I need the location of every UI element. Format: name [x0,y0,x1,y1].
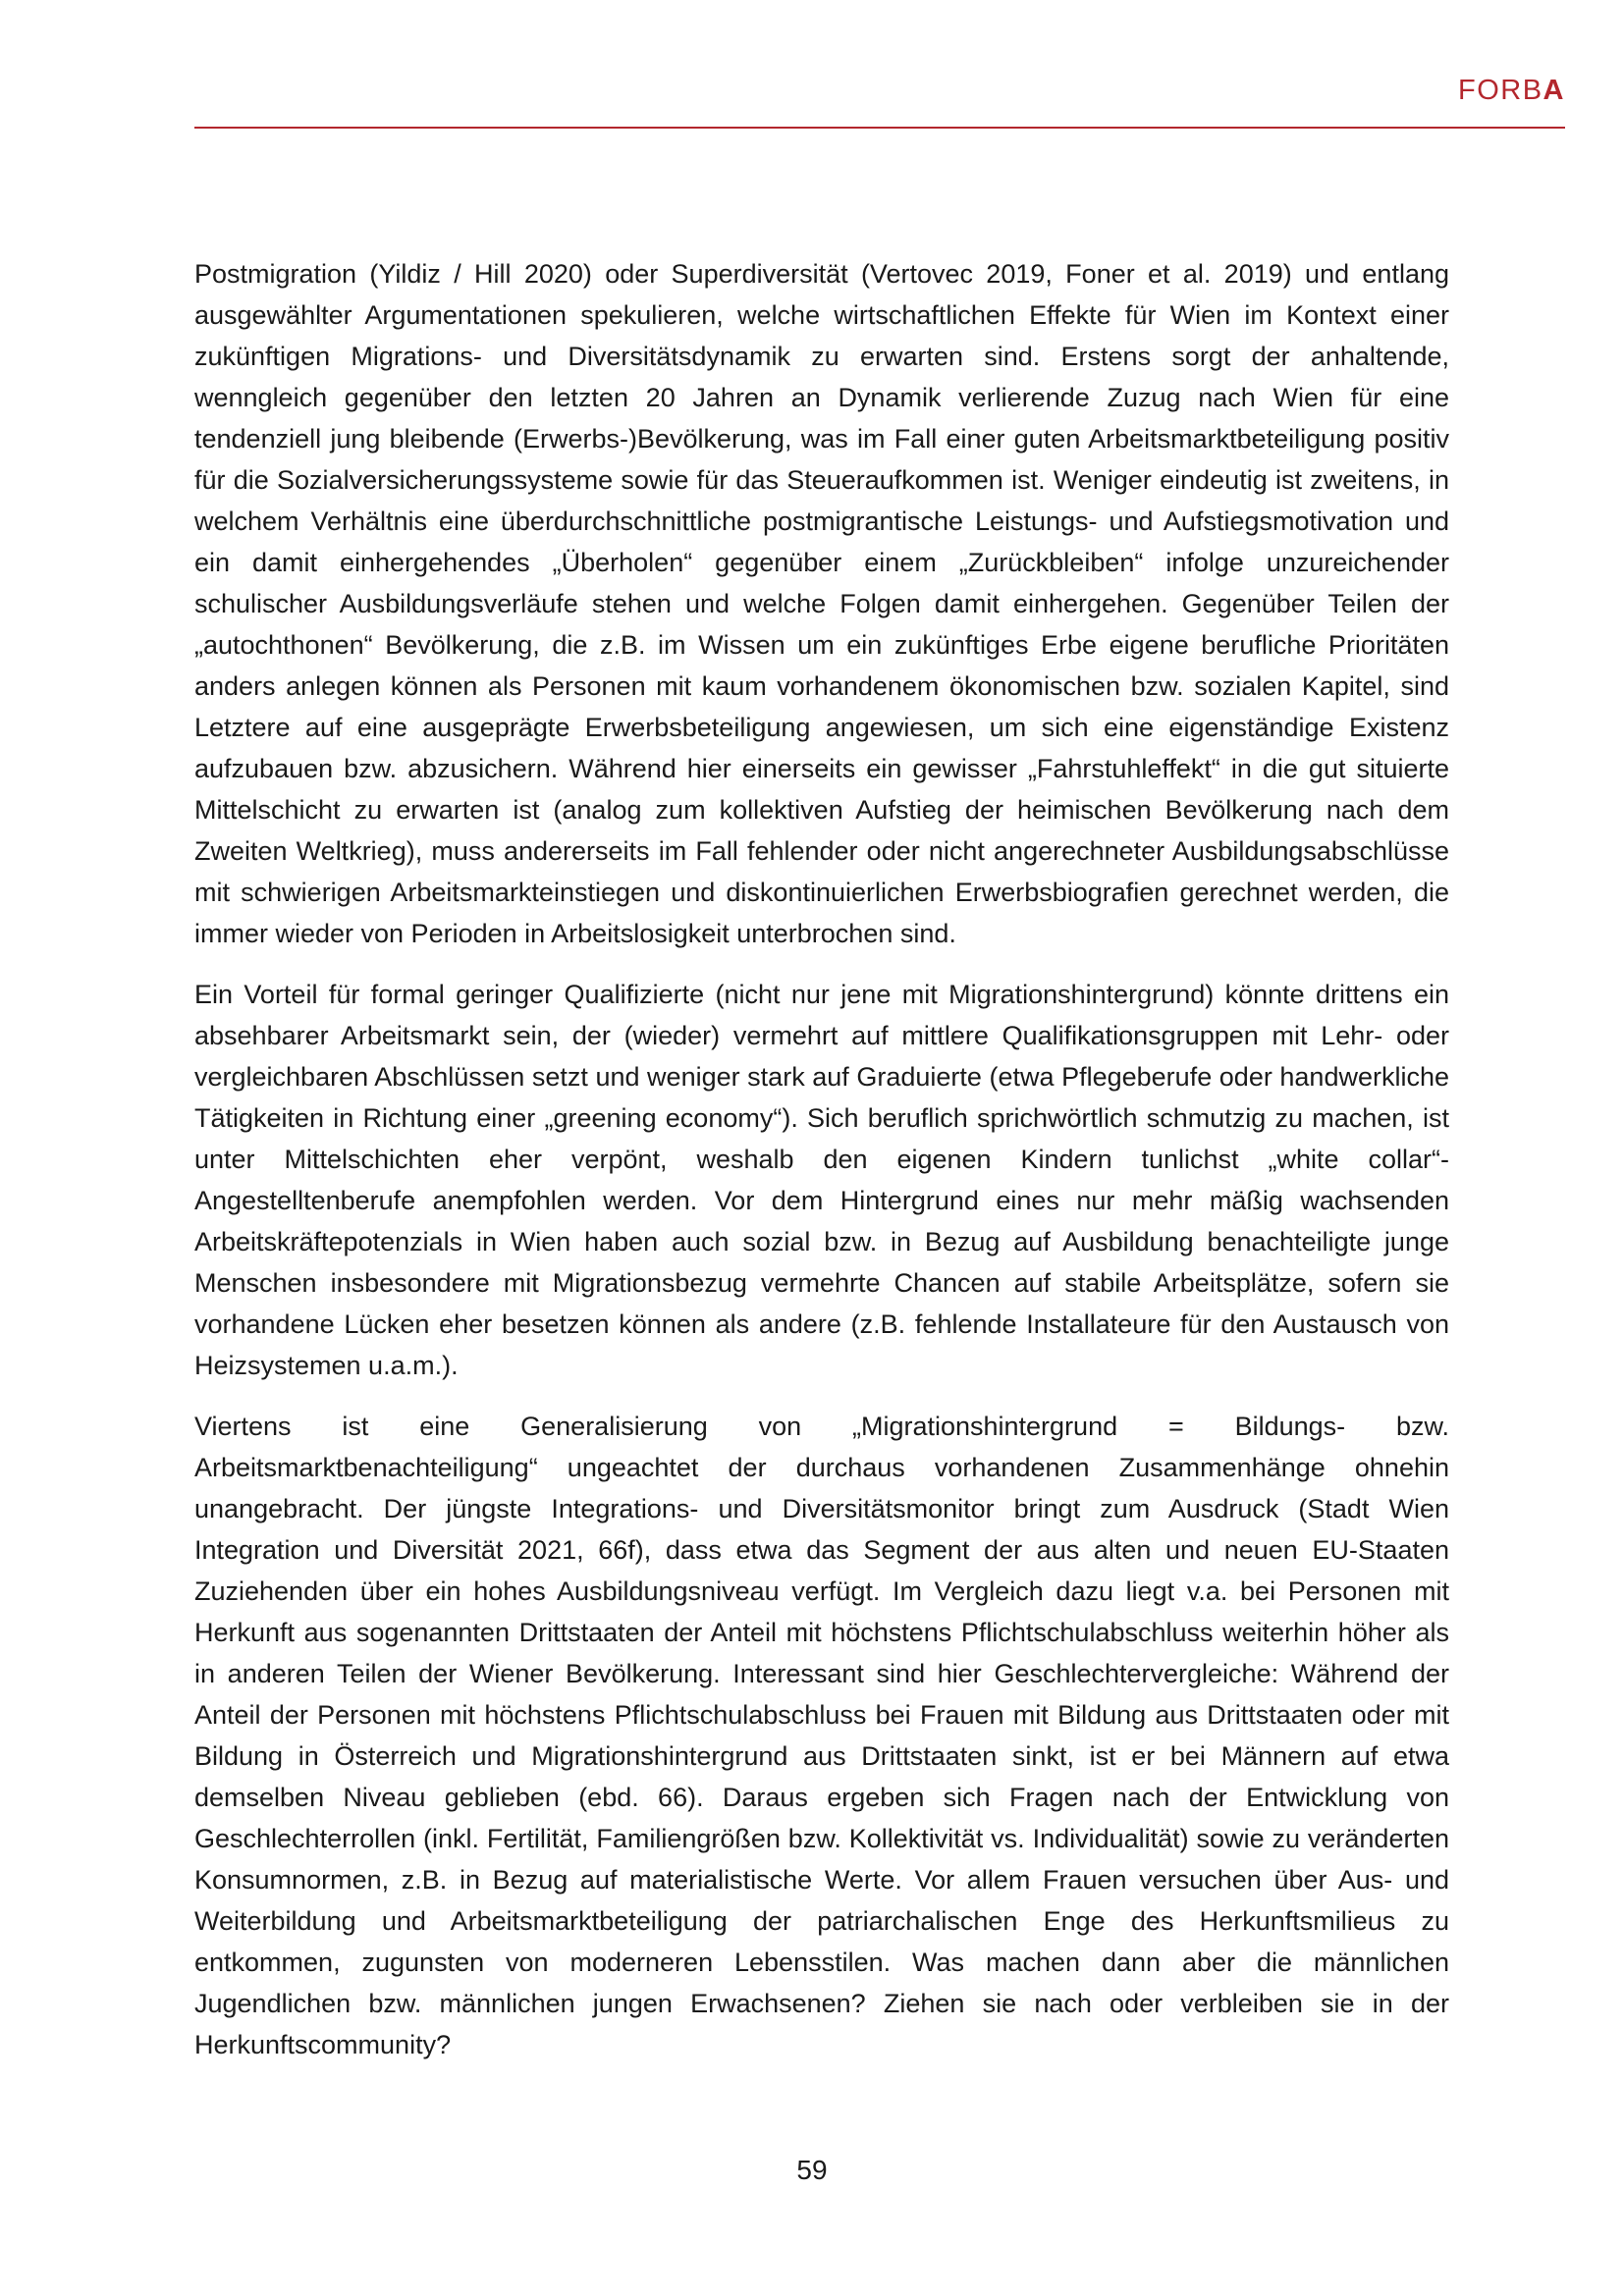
page-number: 59 [796,2155,828,2185]
header-divider [194,127,1565,129]
forba-logo [1458,75,1565,107]
paragraph-2: Ein Vorteil für formal geringer Qualifizierte (nicht nur jene mit Migrationshintergrund) könnte drittens ein absehbarer Arbeitsmarkt sein, der (wieder) vermehrt auf mittlere Qualifikationsgruppen mit Lehr- oder vergleichbaren Abschlüssen setzt und weniger stark auf Graduierte (etwa Pflegeberufe oder handwerkliche Tätigkeiten in Richtung einer „greening economy“). Sich beruflich sprichwörtlich schmutzig zu machen, ist unter Mittelschichten eher verpönt, weshalb den eigenen Kindern tunlichst „white collar“- Angestelltenberufe anempfohlen werden. Vor dem Hintergrund eines nur mehr mäßig wachsenden Arbeitskräftepotenzials in Wien haben auch sozial bzw. in Bezug auf Ausbildung benachteiligte junge Menschen insbesondere mit Migrationsbezug vermehrte Chancen auf stabile Arbeitsplätze, sofern sie vorhandene Lücken eher besetzen können als andere (z.B. fehlende Installateure für den Austausch von Heizsystemen u.a.m.). [194,980,1449,1380]
paragraph-3: Viertens ist eine Generalisierung von „Migrationshintergrund = Bildungs- bzw. Arbeitsmarktbenachteiligung“ ungeachtet der durchaus vorhandenen Zusammenhänge ohnehin unangebracht. Der jüngste Integrations- und Diversitätsmonitor bringt zum Ausdruck (Stadt Wien Integration und Diversität 2021, 66f), dass etwa das Segment der aus alten und neuen EU-Staaten Zuziehenden über ein hohes Ausbildungsniveau verfügt. Im Vergleich dazu liegt v.a. bei Personen mit Herkunft aus sogenannten Drittstaaten der Anteil mit höchstens Pflichtschulabschluss weiterhin höher als in anderen Teilen der Wiener Bevölkerung. Interessant sind hier Geschlechtervergleiche: Während der Anteil der Personen mit höchstens Pflichtschulabschluss bei Frauen mit Bildung aus Drittstaaten oder mit Bildung in Österreich und Migrationshintergrund aus Drittstaaten sinkt, ist er bei Männern auf etwa demselben Niveau geblieben (ebd. 66). Daraus ergeben sich Fragen nach der Entwicklung von Geschlechterrollen (inkl. Fertilität, Familiengrößen bzw. Kollektivität vs. Individualität) sowie zu veränderten Konsumnormen, z.B. in Bezug auf materialistische Werte. Vor allem Frauen versuchen über Aus- und Weiterbildung und Arbeitsmarktbeteiligung der patriarchalischen Enge des Herkunftsmilieus zu entkommen, zugunsten von moderneren Lebensstilen. Was machen dann aber die männlichen Jugendlichen bzw. männlichen jungen Erwachsenen? Ziehen sie nach oder verbleiben sie in der Herkunftscommunity? [194,1412,1449,2059]
body-text [194,253,1449,2085]
paragraph-1: Postmigration (Yildiz / Hill 2020) oder Superdiversität (Vertovec 2019, Foner et al. 2019) und entlang ausgewählter Argumentationen spekulieren, welche wirtschaftlichen Effekte für Wien im Kontext einer zukünftigen Migrations- und Diversitätsdynamik zu erwarten sind. Erstens sorgt der anhaltende, wenngleich gegenüber den letzten 20 Jahren an Dynamik verlierende Zuzug nach Wien für eine tendenziell jung bleibende (Erwerbs-)Bevölkerung, was im Fall einer guten Arbeitsmarktbeteiligung positiv für die Sozialversicherungssysteme sowie für das Steueraufkommen ist. Weniger eindeutig ist zweitens, in welchem Verhältnis eine überdurchschnittliche postmigrantische Leistungs- und Aufstiegsmotivation und ein damit einhergehendes „Überholen“ gegenüber einem „Zurückbleiben“ infolge unzureichender schulischer Ausbildungsverläufe stehen und welche Folgen damit einhergehen. Gegenüber Teilen der „autochthonen“ Bevölkerung, die z.B. im Wissen um ein zukünftiges Erbe eigene berufliche Prioritäten anders anlegen können als Personen mit kaum vorhandenem ökonomischen bzw. sozialen Kapitel, sind Letztere auf eine ausgeprägte Erwerbsbeteiligung angewiesen, um sich eine eigenständige Existenz aufzubauen bzw. abzusichern. Während hier einerseits ein gewisser „Fahrstuhleffekt“ in die gut situierte Mittelschicht zu erwarten ist (analog zum kollektiven Aufstieg der heimischen Bevölkerung nach dem Zweiten Weltkrieg), muss andererseits im Fall fehlender oder nicht angerechneter Ausbildungsabschlüsse mit schwierigen Arbeitsmarkteinstiegen und diskontinuierlichen Erwerbsbiografien gerechnet werden, die immer wieder von Perioden in Arbeitslosigkeit unterbrochen sind. [194,259,1449,948]
logo-accent-text: A [1543,75,1565,106]
logo-main-text: FORB [1457,75,1543,106]
